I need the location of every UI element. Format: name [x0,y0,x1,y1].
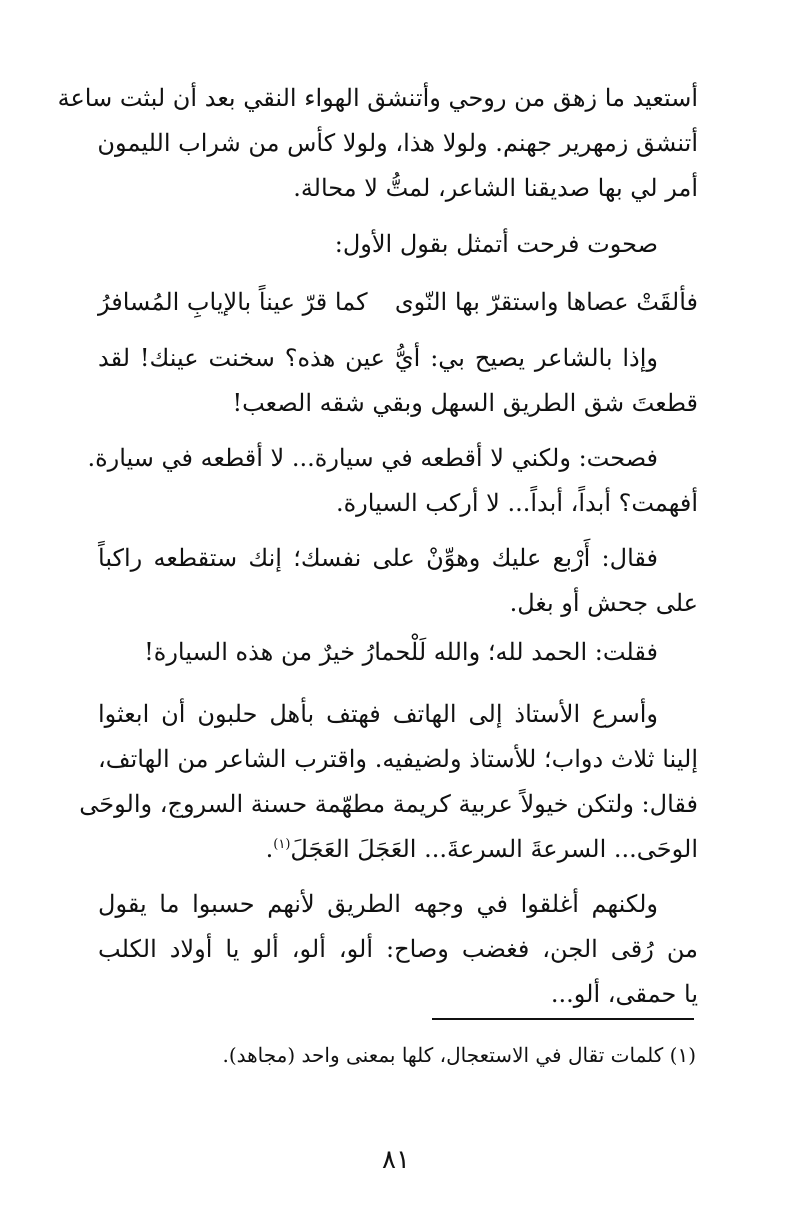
paragraph-4 [87,436,698,526]
text-line: ولكنهم أغلقوا في وجهه الطريق لأنهم حسبوا ما يقول [98,890,658,918]
text-line: يا حمقى، ألو... [550,980,698,1008]
text-line: فقال: أَرْبع عليك وهوِّنْ على نفسك؛ إنك ستقطعه راكباً [98,544,658,572]
paragraph-7 [79,692,698,872]
text-line: فصحت: ولكني لا أقطعه في سيارة... لا أقطعه في سيارة. [87,444,658,472]
footnote-reference: (١) [273,837,291,852]
page-number: ٨١ [382,1145,410,1175]
paragraph-6 [98,630,698,675]
verse-second-hemistich: كما قرّ عيناً بالإيابِ المُسافرُ [98,288,368,316]
poetry-verse [98,280,698,325]
verse-first-hemistich: فألقَتْ عصاها واستقرّ بها النّوى [394,288,698,316]
text-line: أمر لي بها صديقنا الشاعر، لمتُّ لا محالة. [293,174,698,202]
text-line: إلينا ثلاث دواب؛ للأستاذ ولضيفيه. واقترب الشاعر من الهاتف، [98,745,698,773]
text-line [98,827,698,872]
paragraph-8 [98,882,698,1017]
paragraph-1 [57,76,698,211]
footnote-separator [432,1018,694,1020]
text-line: وأسرع الأستاذ إلى الهاتف فهتف بأهل حلبون أن ابعثوا [98,700,658,728]
text-line: قطعتَ شق الطريق السهل وبقي شقه الصعب! [232,389,698,417]
text-line: على جحش أو بغل. [509,589,698,617]
text-line: فقال: ولتكن خيولاً عربية كريمة مطهّمة حسنة السروج، والوحَى [79,790,698,818]
sentence-end: . [265,835,274,863]
text-line: أتنشق زمهرير جهنم. ولولا هذا، ولولا كأس من شراب الليمون [97,129,698,157]
text-line: وإذا بالشاعر يصيح بي: أيُّ عين هذه؟ سخنت عينك! لقد [98,344,658,372]
text-line: أستعيد ما زهق من روحي وأتنشق الهواء النقي بعد أن لبثت ساعة [57,84,698,112]
paragraph-3 [98,336,698,426]
paragraph-5 [98,536,698,626]
paragraph-2 [98,222,698,267]
text-line: صحوت فرحت أتمثل بقول الأول: [334,230,658,258]
text-line-content: الوحَى... السرعةَ السرعةَ... العَجَلَ العَجَلَ [290,835,698,863]
text-line: أفهمت؟ أبداً، أبداً... لا أركب السيارة. [335,489,698,517]
footnote: (١) كلمات تقال في الاستعجال، كلها بمعنى واحد (مجاهد). [222,1043,696,1067]
text-line: من رُقى الجن، فغضب وصاح: ألو، ألو، ألو يا أولاد الكلب [98,935,698,963]
text-line: فقلت: الحمد لله؛ والله لَلْحمارُ خيرٌ من هذه السيارة! [144,638,658,666]
